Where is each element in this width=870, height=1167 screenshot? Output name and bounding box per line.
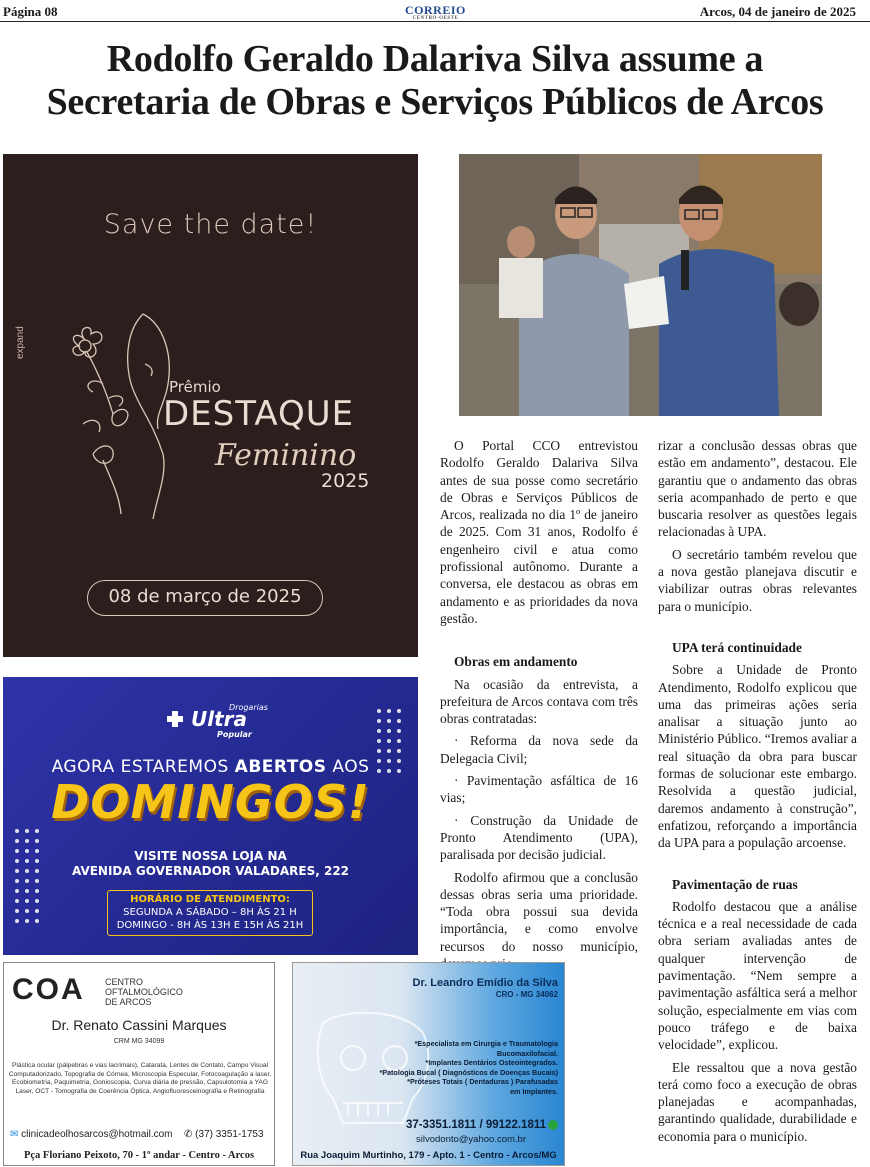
headline-line-2: Secretaria de Obras e Serviços Públicos de Arcos bbox=[46, 81, 824, 123]
dentist-services bbox=[358, 1039, 558, 1096]
feminino-label: Feminino bbox=[215, 438, 357, 473]
coa-phone-text: (37) 3351-1753 bbox=[195, 1129, 264, 1140]
newspaper-logo-text: CORREIO bbox=[405, 3, 466, 17]
save-the-date-text: Save the date! bbox=[103, 209, 318, 240]
photo-illustration bbox=[459, 154, 822, 416]
whatsapp-icon bbox=[548, 1120, 558, 1130]
visit-line-1: VISITE NOSSA LOJA NA bbox=[134, 849, 287, 863]
article-paragraph: rizar a conclusão dessas obras que estão em andamento”, destacou. Ele garantiu que o andamento das obras seria acompanhado de perto e que buscaria resolver as questões legais relacionadas à UPA. bbox=[658, 438, 857, 540]
dot-pattern-right bbox=[375, 707, 409, 781]
ad-premio-destaque[interactable] bbox=[3, 154, 418, 657]
dentist-address: Rua Joaquim Murtinho, 179 - Apto. 1 - Centro - Arcos/MG bbox=[300, 1150, 557, 1161]
article-paragraph: O secretário também revelou que a nova gestão planejava discutir e viabilizar outras obras relevantes para o município. bbox=[658, 546, 857, 614]
article-paragraph: Sobre a Unidade de Pronto Atendimento, Rodolfo explicou que uma das primeiras ações seria analisar a situação junto ao Ministério Público. “Iremos avaliar a real situação da obra para buscar formas de solucionar este embargo. Resolvida a questão judicial, daremos andamento à construção”, enfatizou, reforçando a importância da UPA para a população arcoense. bbox=[658, 662, 857, 851]
coa-logo: COA bbox=[12, 973, 85, 1006]
coa-doctor-name: Dr. Renato Cassini Marques bbox=[51, 1017, 227, 1033]
page-number: Página 08 bbox=[3, 4, 58, 19]
coa-crm: CRM MG 34099 bbox=[113, 1038, 165, 1045]
page-header bbox=[0, 0, 870, 22]
open-line-part-c: AOS bbox=[326, 757, 370, 777]
subhead-pavimentacao: Pavimentação de ruas bbox=[672, 876, 798, 892]
newspaper-logo bbox=[405, 3, 466, 21]
phone-icon: ✆ bbox=[184, 1129, 193, 1140]
premio-label: Prêmio bbox=[169, 378, 221, 396]
visit-line-2: AVENIDA GOVERNADOR VALADARES, 222 bbox=[71, 864, 350, 878]
coa-email bbox=[10, 1129, 173, 1140]
coa-sub-3: DE ARCOS bbox=[105, 997, 152, 1007]
drogarias-label: Drogarias bbox=[229, 703, 268, 712]
ad-drogarias-ultra[interactable] bbox=[3, 677, 418, 955]
article-paragraph: Na ocasião da entrevista, a prefeitura de Arcos contava com três obras contratadas: bbox=[440, 676, 638, 727]
service-item: em Implantes. bbox=[510, 1086, 558, 1096]
hours-weekday: SEGUNDA A SÁBADO – 8H ÀS 21 H bbox=[123, 907, 297, 918]
ultra-plus-logo-icon bbox=[163, 709, 187, 729]
service-item: Bucomaxilofacial. bbox=[496, 1048, 558, 1058]
coa-phone bbox=[184, 1129, 264, 1140]
ad-coa-clinic[interactable] bbox=[3, 962, 275, 1166]
open-line-part-a: AGORA ESTAREMOS bbox=[51, 757, 235, 777]
ad-dentist[interactable] bbox=[292, 962, 565, 1166]
hours-sunday: DOMINGO - 8H ÀS 13H E 15H ÀS 21H bbox=[116, 920, 304, 931]
open-sundays-line bbox=[3, 757, 418, 777]
coa-services: Plástica ocular (pálpebras e vias lacrimais), Catarata, Lentes de Contato, Campo Visual Computadorizado, Topografia de Córnea, Microscopia Especular, Fotocoagulação a laser, Ecobiometria, Paquimetria, Gonioscopia, Curva diária de pressão, Capsulotomia a YAG Laser, OCT - Tomografia de Coerência Óptica, Angiofluoresceinografia e Retinografia bbox=[8, 1062, 272, 1095]
article-column-1 bbox=[440, 437, 638, 977]
list-item: · Pavimentação asfáltica de 16 vias; bbox=[440, 773, 638, 806]
coa-sub-2: OFTALMOLÓGICO bbox=[105, 987, 183, 997]
coa-address: Pça Floriano Peixoto, 70 - 1º andar - Centro - Arcos bbox=[23, 1150, 255, 1161]
hours-title: HORÁRIO DE ATENDIMENTO: bbox=[130, 894, 290, 905]
headline-line-1: Rodolfo Geraldo Dalariva Silva assume a bbox=[106, 38, 764, 80]
article-photo bbox=[459, 154, 822, 416]
edition-date: Arcos, 04 de janeiro de 2025 bbox=[699, 4, 856, 19]
dot-pattern-left bbox=[13, 827, 47, 931]
article-paragraph: Rodolfo afirmou que a conclusão dessas obras seria uma prioridade. “Toda obra possui sua devida importância, e como envolve recursos do nosso município, bbox=[440, 869, 638, 954]
coa-subtitle bbox=[105, 977, 183, 1007]
list-item: · Construção da Unidade de Pronto Atendimento (UPA), paralisada por decisão judicial. bbox=[440, 812, 638, 863]
service-item: *Patologia Bucal ( Diagnósticos de Doenças Bucais) bbox=[379, 1067, 558, 1077]
ad-side-label: expand bbox=[15, 326, 26, 359]
coa-email-text: clinicadeolhosarcos@hotmail.com bbox=[21, 1129, 173, 1140]
article-column-2 bbox=[658, 437, 857, 1150]
service-item: *Próteses Totais ( Dentaduras ) Parafusadas bbox=[407, 1077, 558, 1086]
event-date: 08 de março de 2025 bbox=[108, 586, 302, 607]
destaque-label: DESTAQUE bbox=[163, 394, 355, 434]
service-item: *Especialista em Cirurgia e Traumatologia bbox=[414, 1039, 558, 1048]
list-item: · Reforma da nova sede da Delegacia Civil; bbox=[440, 733, 638, 766]
article-paragraph: Ele ressaltou que a nova gestão terá como foco a execução de obras planejadas e acompanhadas, garantindo qualidade, durabilidade e economia para o município. bbox=[658, 1059, 857, 1144]
email-icon: ✉ bbox=[10, 1129, 19, 1140]
service-item: *Implantes Dentários Osteointegrados. bbox=[425, 1058, 558, 1067]
dentist-name: Dr. Leandro Emídio da Silva bbox=[412, 977, 558, 989]
article-paragraph: O Portal CCO entrevistou Rodolfo Geraldo Dalariva Silva antes de sua posse como secretário de Obras e Serviços Públicos de Arcos, realizada no dia 1º de janeiro de 2025. Com 31 anos, Rodolfo é engenheiro civil e atua como profissional autônomo. Durante a conversa, ele destacou as obras em andamento e as prioridades da nova gestão. bbox=[440, 438, 638, 626]
dentist-cro: CRO - MG 34062 bbox=[495, 990, 558, 999]
premio-year: 2025 bbox=[321, 470, 370, 492]
dentist-email: silvodonto@yahoo.com.br bbox=[416, 1134, 526, 1145]
coa-sub-1: CENTRO bbox=[105, 977, 143, 987]
ultra-logo: Ultra bbox=[191, 707, 248, 731]
article-paragraph: Rodolfo destacou que a análise técnica e a real necessidade de cada obra seriam avaliadas antes de qualquer intervenção de pavimentação. “Nem sempre a pavimentação asfáltica será a melhor solução, especialmente em vias com pouco tráfego e de baixa velocidade”, explicou. bbox=[658, 898, 857, 1053]
dentist-phones: 37-3351.1811 / 99122.1811 bbox=[405, 1119, 546, 1131]
subhead-obras-andamento: Obras em andamento bbox=[454, 654, 578, 670]
domingos-headline: DOMINGOS! bbox=[51, 775, 370, 829]
article-headline bbox=[0, 38, 870, 124]
newspaper-logo-sub: CENTRO-OESTE bbox=[412, 16, 459, 21]
open-line-part-b: ABERTOS bbox=[234, 757, 327, 777]
subhead-upa: UPA terá continuidade bbox=[672, 639, 802, 655]
popular-label: Popular bbox=[217, 730, 252, 739]
